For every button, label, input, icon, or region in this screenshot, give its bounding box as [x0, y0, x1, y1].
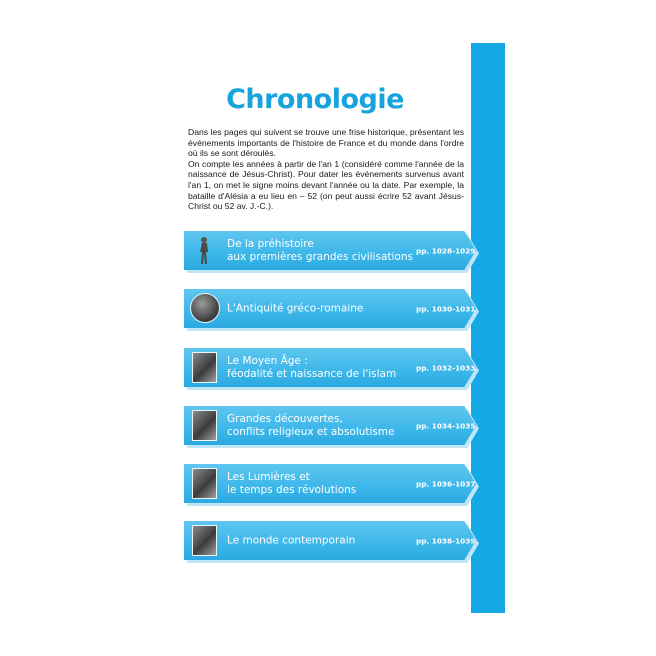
section-title-line: Le Moyen Âge : — [227, 354, 308, 367]
section-title-line: Grandes découvertes, — [227, 412, 343, 425]
page-title: Chronologie — [226, 84, 404, 115]
section-middle-ages[interactable] — [184, 348, 490, 387]
section-enlightenment[interactable] — [184, 464, 490, 503]
section-pages: pp. 1028-1029 — [416, 246, 476, 255]
prehistoric-figure-icon — [192, 235, 217, 266]
section-title-line: Le monde contemporain — [227, 534, 356, 546]
section-title-line: le temps des révolutions — [227, 483, 357, 496]
section-pages: pp. 1032-1033 — [416, 363, 476, 372]
section-title-line: conflits religieux et absolutisme — [227, 425, 395, 438]
section-title-line: aux premières grandes civilisations — [227, 250, 413, 263]
section-title-line: L'Antiquité gréco-romaine — [227, 302, 364, 314]
section-pages: pp. 1030-1031 — [416, 304, 476, 313]
section-pages: pp. 1036-1037 — [416, 479, 476, 488]
section-pages: pp. 1038-1039 — [416, 536, 476, 545]
section-pages: pp. 1034-1035 — [416, 421, 476, 430]
section-prehistory[interactable] — [184, 231, 490, 270]
intro-text — [188, 127, 464, 212]
section-great-discoveries[interactable] — [184, 406, 490, 445]
section-antiquity[interactable] — [184, 289, 490, 328]
intro-paragraph: Dans les pages qui suivent se trouve une frise historique, présentant les événements importants de l'histoire de France et du monde dans l'ordre où ils se sont déroulés. — [188, 127, 464, 159]
section-title-line: De la préhistoire — [227, 237, 314, 250]
section-title-line: féodalité et naissance de l'islam — [227, 367, 397, 380]
section-title-line: Les Lumières et — [227, 470, 310, 483]
astronaut-icon — [192, 525, 217, 556]
revolution-picture-icon — [192, 468, 217, 499]
medieval-picture-icon — [192, 352, 217, 383]
intro-paragraph: On compte les années à partir de l'an 1 (considéré comme l'année de la naissance de Jésus-Christ). Pour dater les événements survenus avant l'an 1, on met le signe moins devant l'année ou la date. Par exemple, la bataille d'Alésia a eu lieu en – 52 (on peut aussi écrire 52 avant Jésus-Christ ou 52 av. J.-C.). — [188, 158, 464, 212]
portrait-icon — [192, 410, 217, 441]
coin-icon — [190, 293, 220, 323]
section-contemporary[interactable] — [184, 521, 490, 560]
